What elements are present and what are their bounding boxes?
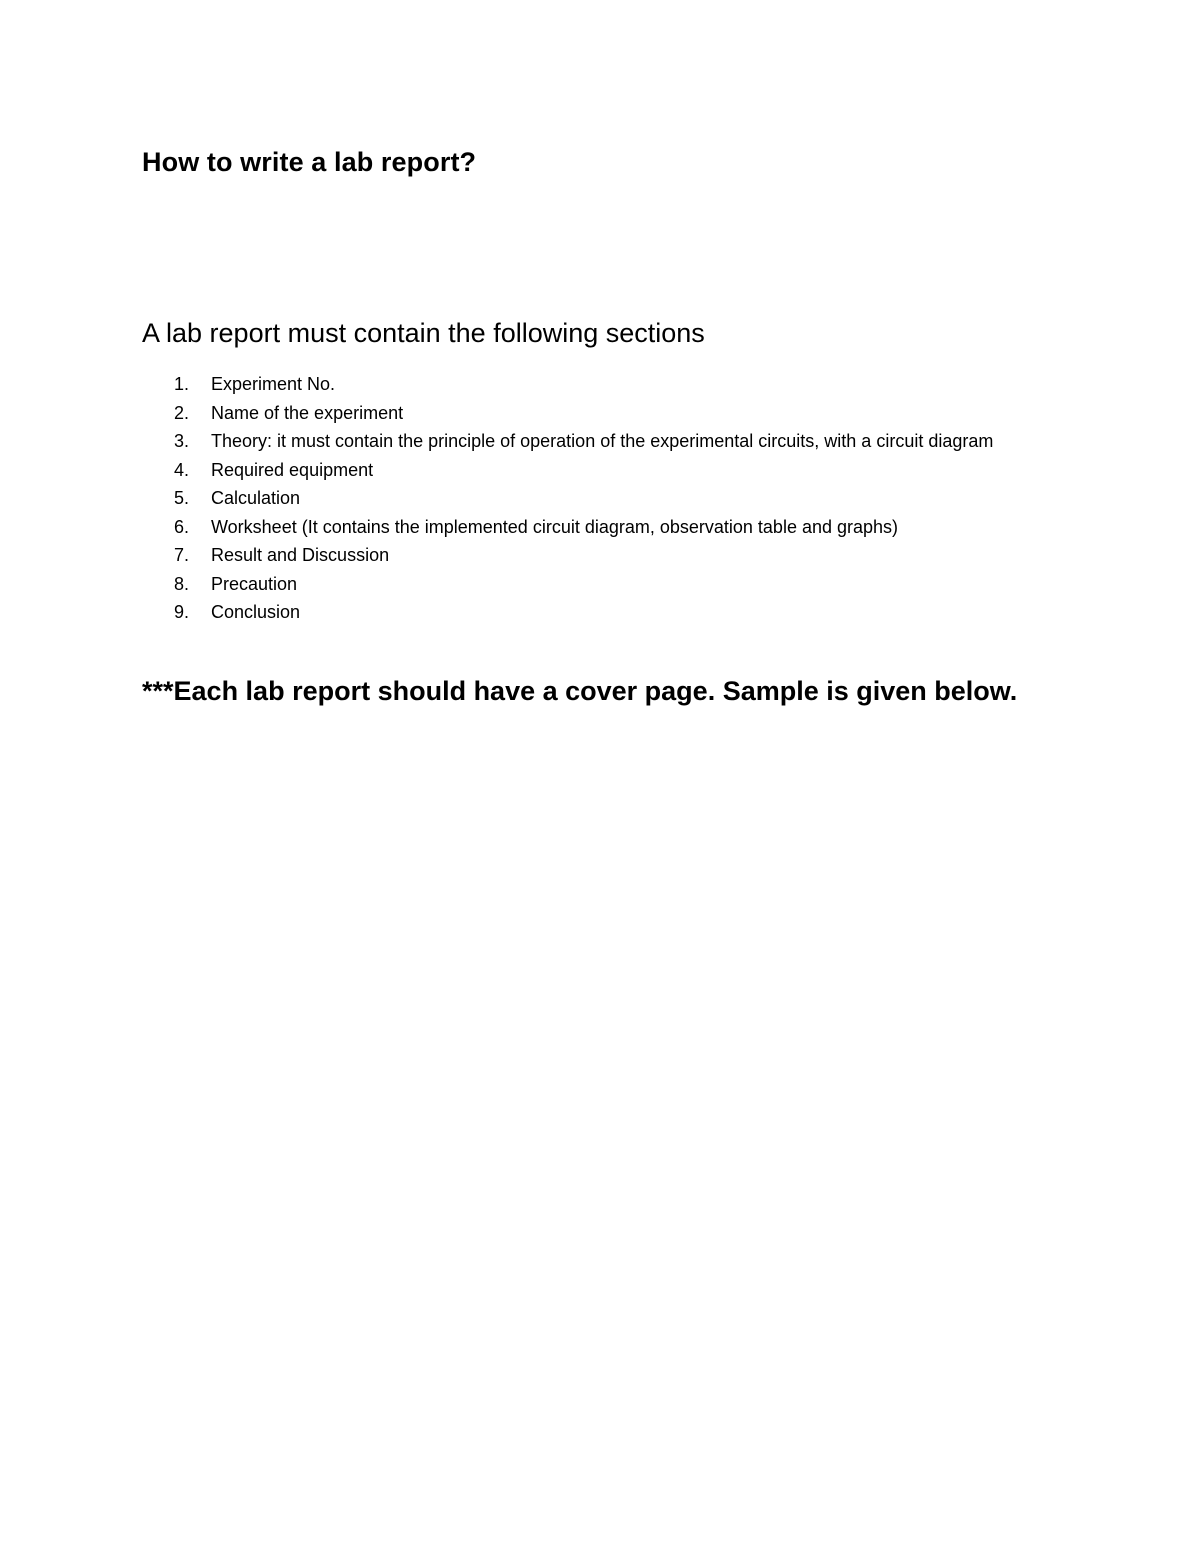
list-text: Result and Discussion [211,545,390,565]
cover-page-note: ***Each lab report should have a cover page. Sample is given below. [142,676,1018,706]
list-number: 2. [174,402,190,423]
list-item [142,370,1060,399]
list-item [142,427,1060,456]
list-number: 9. [174,602,190,622]
required-sections-list [142,370,1060,627]
list-text: Precaution [211,573,298,594]
section-intro: A lab report must contain the following sections [142,318,705,348]
list-number: 3. [174,431,190,451]
list-text: Theory: it must contain the principle of operation of the experimental circuits, with a circuit diagram [211,431,994,451]
document-title: How to write a lab report? [142,147,477,177]
list-number: 1. [174,374,190,394]
list-text: Name of the experiment [211,402,404,423]
list-item [142,541,1060,570]
list-item [142,484,1060,513]
list-item [142,570,1060,599]
list-number: 8. [174,573,190,594]
list-text: Required equipment [211,459,374,480]
list-item [142,399,1060,428]
list-item [142,513,1060,542]
list-number: 6. [174,516,190,537]
list-text: Conclusion [211,602,301,622]
list-number: 7. [174,545,190,565]
list-number: 4. [174,459,190,480]
list-number: 5. [174,488,190,508]
list-text: Calculation [211,488,301,508]
list-text: Worksheet (It contains the implemented circuit diagram, observation table and graphs) [211,516,899,537]
list-item [142,598,1060,627]
list-item [142,456,1060,485]
list-text: Experiment No. [211,374,336,394]
